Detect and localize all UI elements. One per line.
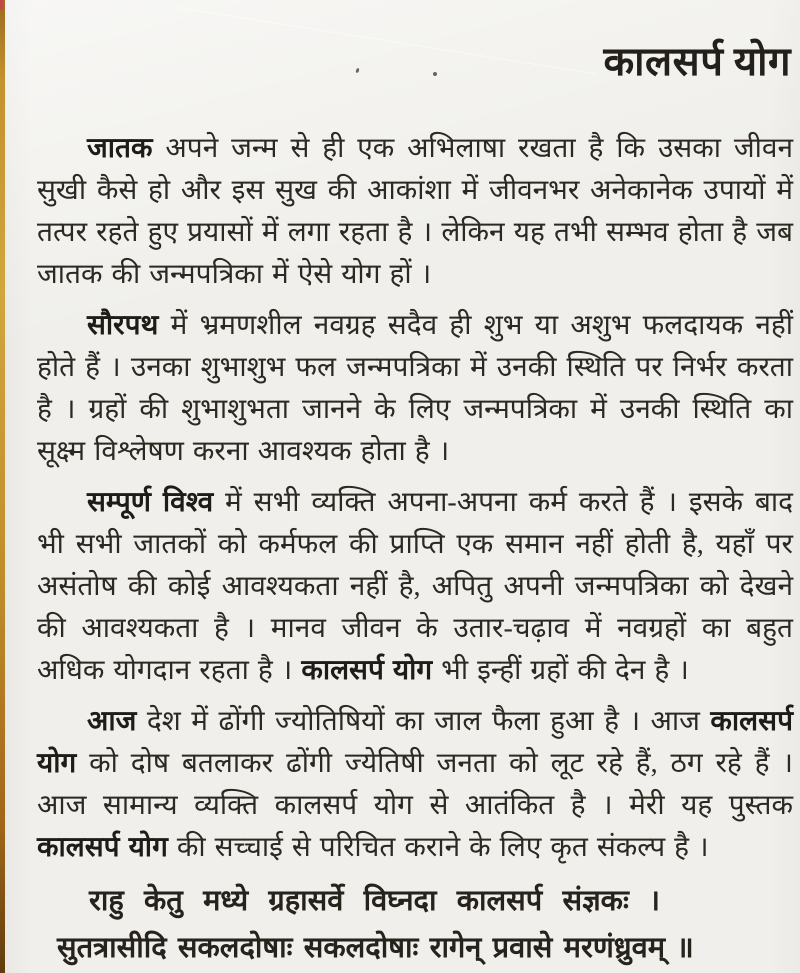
bold-term: कालसर्प योग xyxy=(37,706,793,779)
shloka-line-2: सुतत्रासीदि सकलदोषाः सकलदोषाः रागेन् प्रवासे मरणंध्रुवम् ॥ xyxy=(57,932,694,964)
text-segment: भी इन्हीं ग्रहों की देन है । xyxy=(432,655,689,686)
text-segment: अपने जन्म से ही एक अभिलाषा रखता है कि उसका जीवन सुखी कैसे हो और इस सुख की आकांशा में जीवनभर अनेकानेक उपायों में तत्पर रहते हुए प्रयासों में लगा रहता है । लेकिन यह तभी सम्भव होता है जब जातक की जन्मपत्रिका में ऐसे योग हों । xyxy=(37,133,793,290)
paragraph-2 xyxy=(37,305,793,473)
shloka-line-1: राहु केतु मध्ये ग्रहासर्वे विघ्नदा कालसर्प संज्ञकः । xyxy=(89,885,661,917)
paragraph-4 xyxy=(37,701,793,869)
bold-term: जातक xyxy=(87,133,153,164)
bold-term: कालसर्प योग xyxy=(301,655,433,686)
paragraph-1 xyxy=(37,128,793,296)
bold-term: सम्पूर्ण विश्व xyxy=(87,487,214,518)
text-segment: को दोष बतलाकर ढोंगी ज्येतिषी जनता को लूट रहे हैं, ठग रहे हैं । आज सामान्य व्यक्ति कालसर्प योग से आतंकित है । मेरी यह पुस्तक xyxy=(37,748,793,821)
bold-term: कालसर्प योग xyxy=(37,832,168,863)
paragraph-3 xyxy=(37,482,793,692)
page-title: कालसर्प योग xyxy=(603,39,791,84)
text-segment: देश में ढोंगी ज्योतिषियों का जाल फैला हुआ है । आज xyxy=(136,706,711,737)
bold-term: सौरपथ xyxy=(87,310,159,341)
bold-term: आज xyxy=(87,706,137,737)
shloka xyxy=(37,878,793,972)
text-segment: में सभी व्यक्ति अपना-अपना कर्म करते हैं । इसके बाद भी सभी जातकों को कर्मफल की प्राप्ति एक समान नहीं होती है, यहाँ पर असंतोष की कोई आवश्यकता नहीं है, अपितु अपनी जन्मपत्रिका को देखने की आवश्यकता है । मानव जीवन के उतार-चढ़ाव में नवग्रहों का बहुत अधिक योगदान रहता है । xyxy=(37,487,793,686)
text-segment: में भ्रमणशील नवग्रह सदैव ही शुभ या अशुभ फलदायक नहीं होते हैं । उनका शुभाशुभ फल जन्मपत्रिका में उनकी स्थिति पर निर्भर करता है । ग्रहों की शुभाशुभता जानने के लिए जन्मपत्रिका में उनकी स्थिति का सूक्ष्म विश्लेषण करना आवश्यक होता है । xyxy=(37,310,793,467)
text-segment: की सच्चाई से परिचित कराने के लिए कृत संकल्प है । xyxy=(167,832,709,863)
